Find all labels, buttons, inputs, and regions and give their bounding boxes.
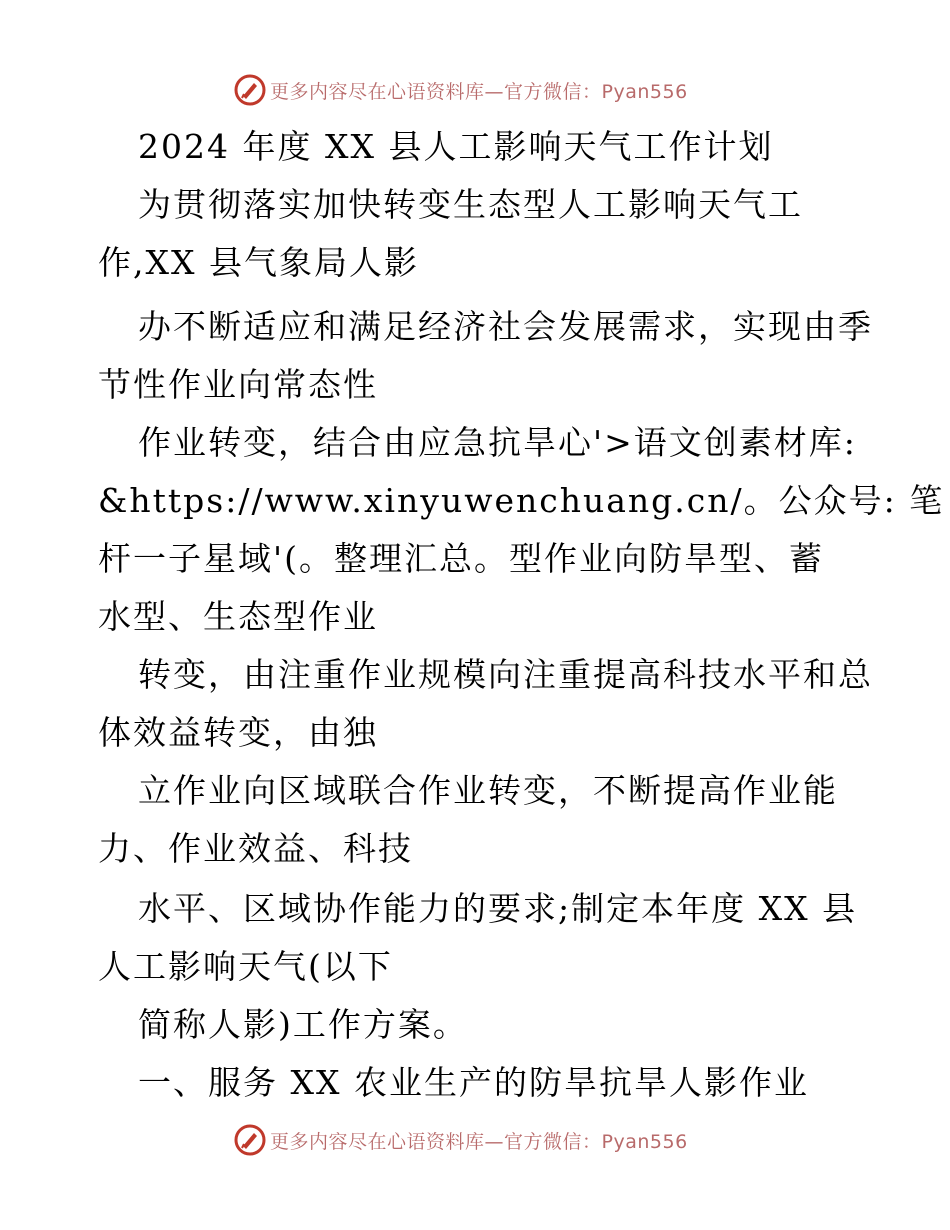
paragraph-line: 人工影响天气(以下 <box>98 947 393 986</box>
quill-logo-icon <box>234 1124 266 1156</box>
watermark-separator: — <box>484 80 505 103</box>
paragraph-line: 水平、区域协作能力的要求;制定本年度 XX 县 <box>138 889 858 928</box>
watermark-title: 更多内容尽在心语资料库 <box>270 1130 485 1153</box>
paragraph-line: 办不断适应和满足经济社会发展需求，实现由季 <box>138 307 873 346</box>
paragraph-line: 转变，由注重作业规模向注重提高科技水平和总 <box>138 655 873 694</box>
paragraph-line: 简称人影)工作方案。 <box>138 1005 468 1044</box>
quill-logo-icon <box>234 74 266 106</box>
paragraph-line: 为贯彻落实加快转变生态型人工影响天气工 <box>138 185 803 224</box>
watermark-contact-id: Pyan556 <box>601 1130 688 1153</box>
paragraph-line: 立作业向区域联合作业转变，不断提高作业能 <box>138 771 838 810</box>
document-title: 2024 年度 XX 县人工影响天气工作计划 <box>138 127 774 166</box>
watermark-separator: — <box>484 1130 505 1153</box>
paragraph-line: 体效益转变，由独 <box>98 713 378 752</box>
paragraph-line: &https://www.xinyuwenchuang.cn/。公众号: 笔 <box>98 481 945 520</box>
paragraph-line: 作,XX 县气象局人影 <box>98 243 419 282</box>
footer-watermark <box>234 1122 688 1158</box>
watermark-contact-label: 官方微信： <box>504 80 602 103</box>
paragraph-line: 力、作业效益、科技 <box>98 829 413 868</box>
watermark-text <box>270 1127 688 1154</box>
watermark-contact-id: Pyan556 <box>601 80 688 103</box>
header-watermark <box>234 72 688 108</box>
watermark-title: 更多内容尽在心语资料库 <box>270 80 485 103</box>
paragraph-line: 水型、生态型作业 <box>98 597 378 636</box>
section-heading: 一、服务 XX 农业生产的防旱抗旱人影作业 <box>138 1063 809 1102</box>
watermark-contact-label: 官方微信： <box>504 1130 602 1153</box>
paragraph-line: 节性作业向常态性 <box>98 365 378 404</box>
watermark-text <box>270 77 688 104</box>
paragraph-line: 作业转变，结合由应急抗旱心'>语文创素材库: <box>138 423 857 462</box>
paragraph-line: 杆一子星域'(。整理汇总。型作业向防旱型、蓄 <box>98 539 824 578</box>
